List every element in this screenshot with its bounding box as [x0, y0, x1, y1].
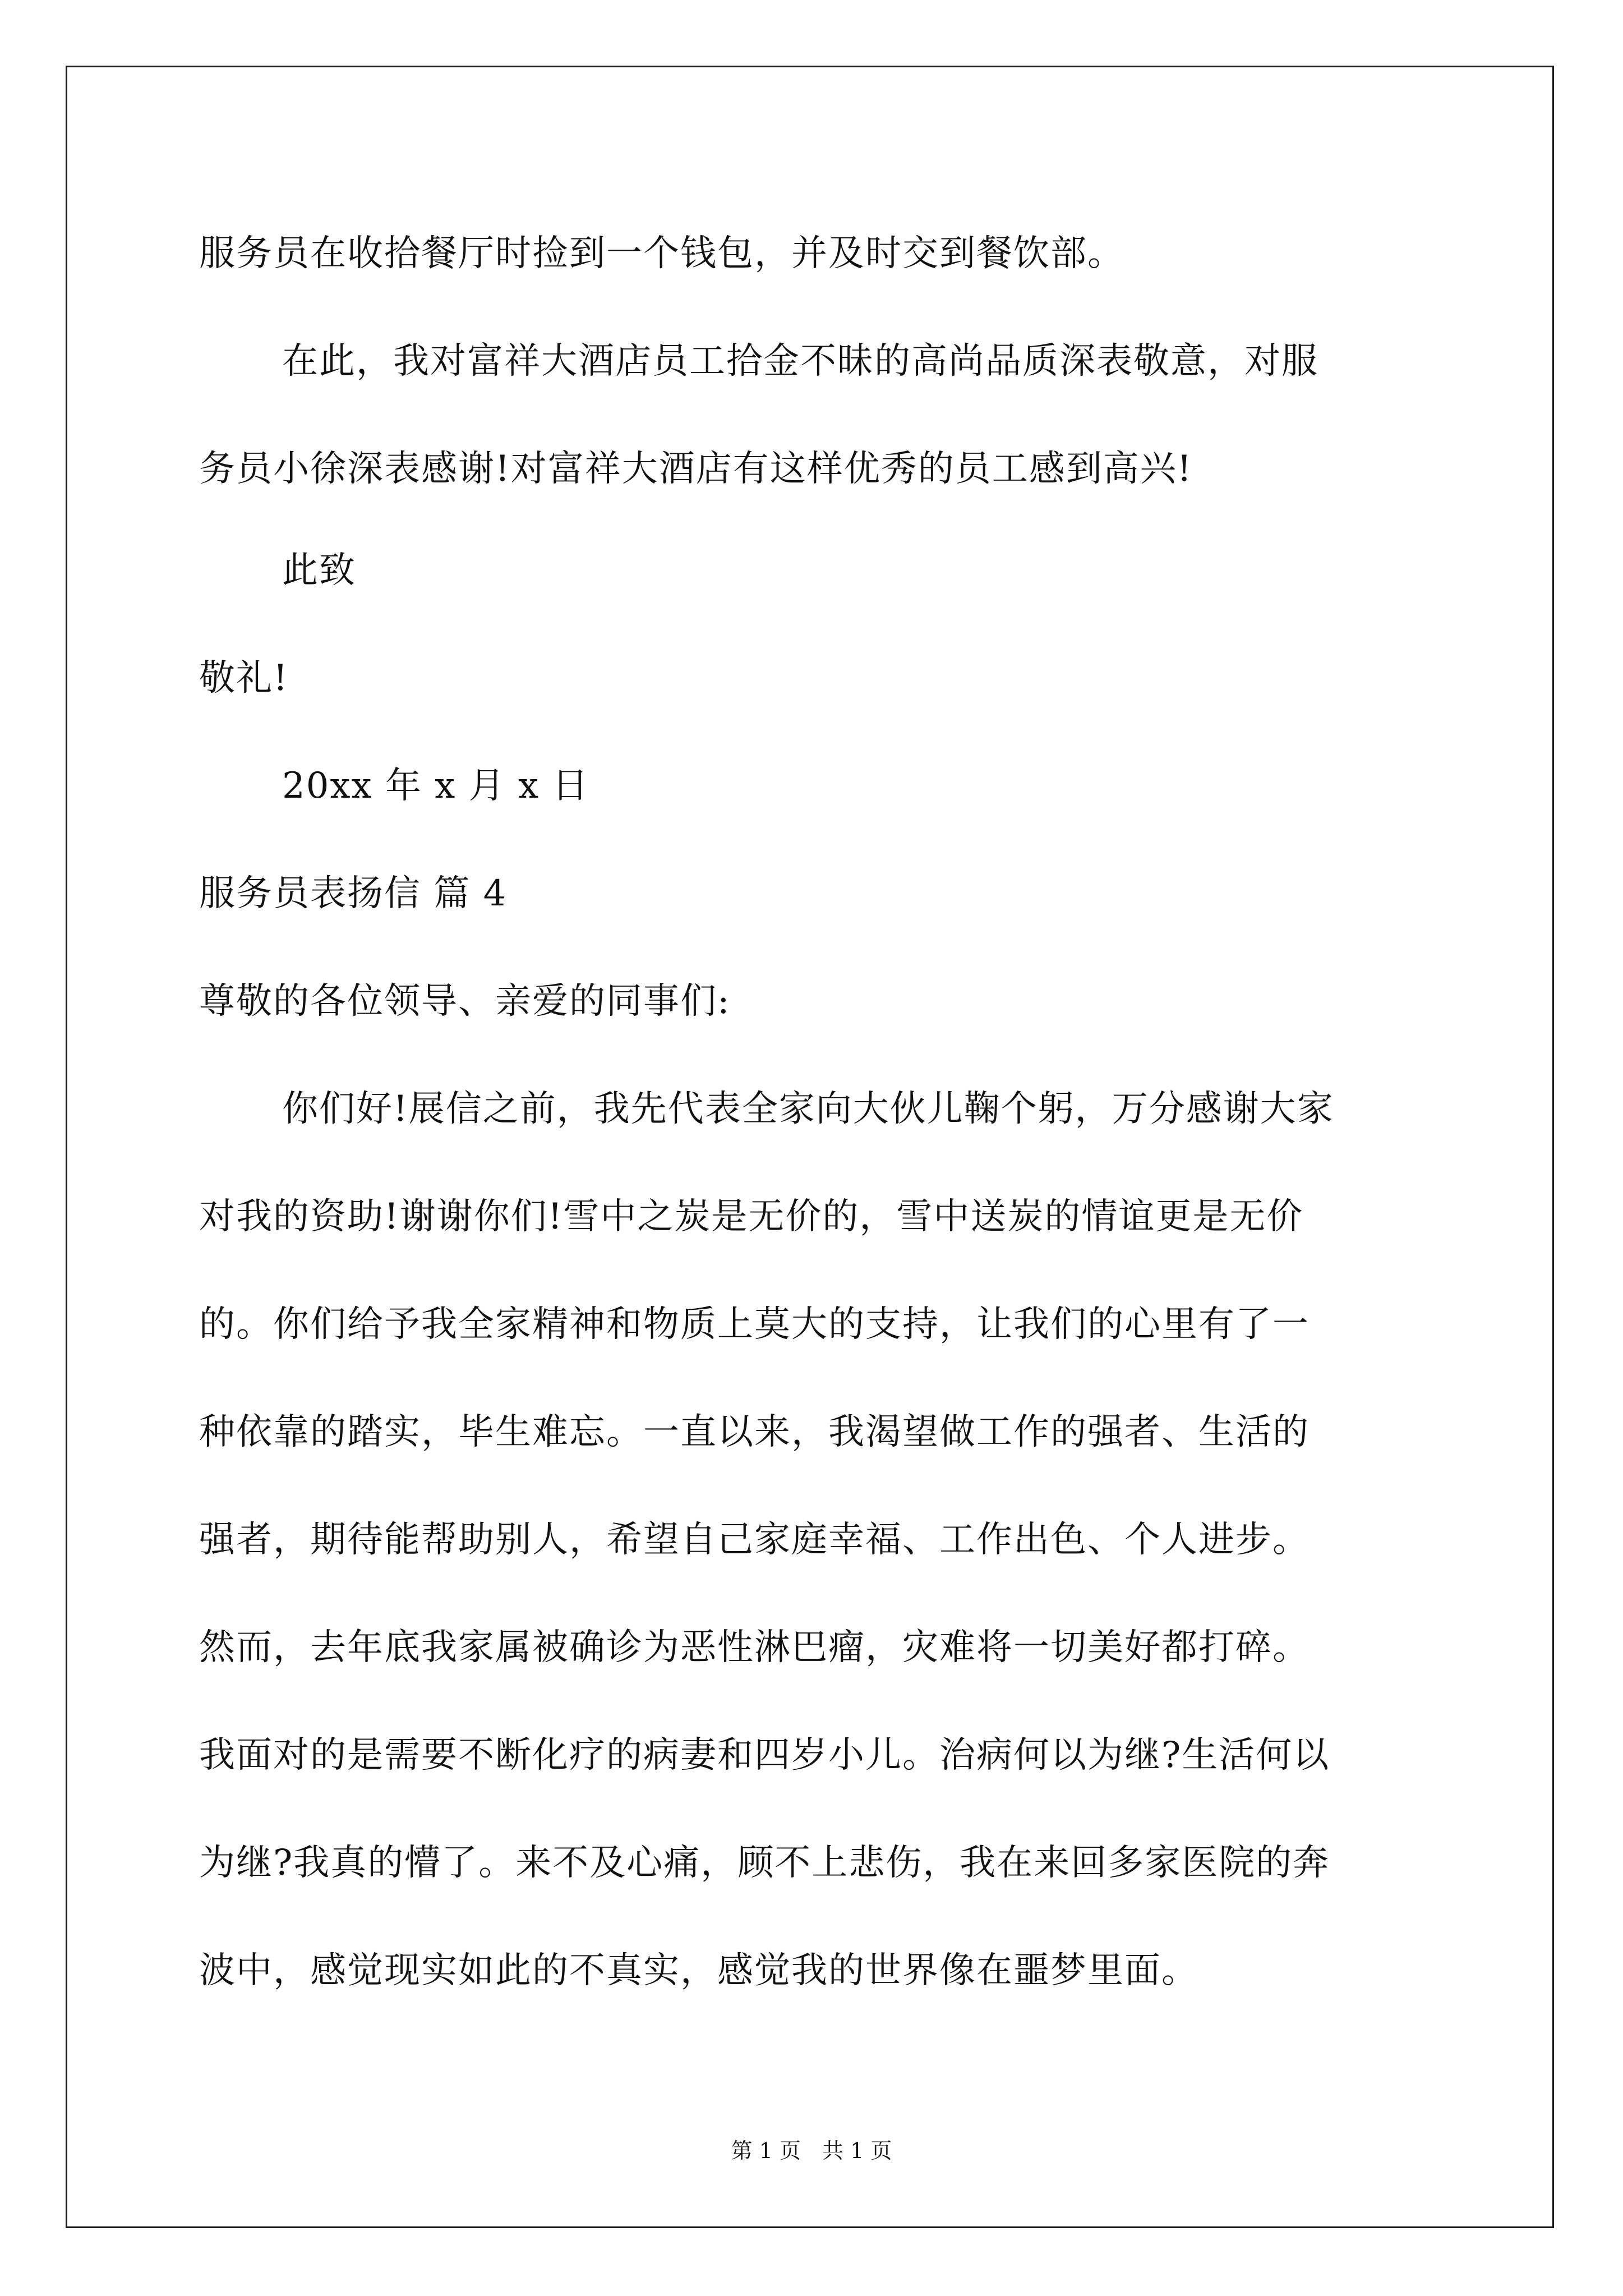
text-line: 强者，期待能帮助别人，希望自己家庭幸福、工作出色、个人进步。 [199, 1519, 1310, 1561]
text-line: 你们好!展信之前，我先代表全家向大伙儿鞠个躬，万分感谢大家 [282, 1088, 1334, 1130]
text-line: 在此，我对富祥大酒店员工拾金不昧的高尚品质深表敬意，对服 [282, 341, 1318, 382]
letter-date: 20xx 年 x 月 x 日 [282, 765, 589, 807]
salutation-regards: 敬礼! [199, 657, 289, 699]
text-line: 然而，去年底我家属被确诊为恶性淋巴瘤，灾难将一切美好都打碎。 [199, 1627, 1310, 1668]
text-line: 务员小徐深表感谢!对富祥大酒店有这样优秀的员工感到高兴! [199, 448, 1193, 490]
page-number: 第 1 页 共 1 页 [731, 2138, 892, 2163]
text-line: 波中，感觉现实如此的不真实，感觉我的世界像在噩梦里面。 [199, 1950, 1198, 1991]
page-border [66, 66, 1554, 2228]
text-line: 对我的资助!谢谢你们!雪中之炭是无价的，雪中送炭的情谊更是无价 [199, 1196, 1304, 1237]
text-line: 为继?我真的懵了。来不及心痛，顾不上悲伤，我在来回多家医院的奔 [199, 1842, 1330, 1884]
letter-greeting: 尊敬的各位领导、亲爱的同事们: [199, 981, 731, 1022]
section-heading: 服务员表扬信 篇 4 [199, 873, 508, 914]
text-line: 服务员在收拾餐厅时捡到一个钱包，并及时交到餐饮部。 [199, 233, 1124, 274]
text-line: 我面对的是需要不断化疗的病妻和四岁小儿。治病何以为继?生活何以 [199, 1734, 1330, 1776]
salutation-closing: 此致 [282, 550, 356, 591]
text-line: 种依靠的踏实，毕生难忘。一直以来，我渴望做工作的强者、生活的 [199, 1411, 1310, 1453]
text-line: 的。你们给予我全家精神和物质上莫大的支持，让我们的心里有了一 [199, 1304, 1310, 1345]
